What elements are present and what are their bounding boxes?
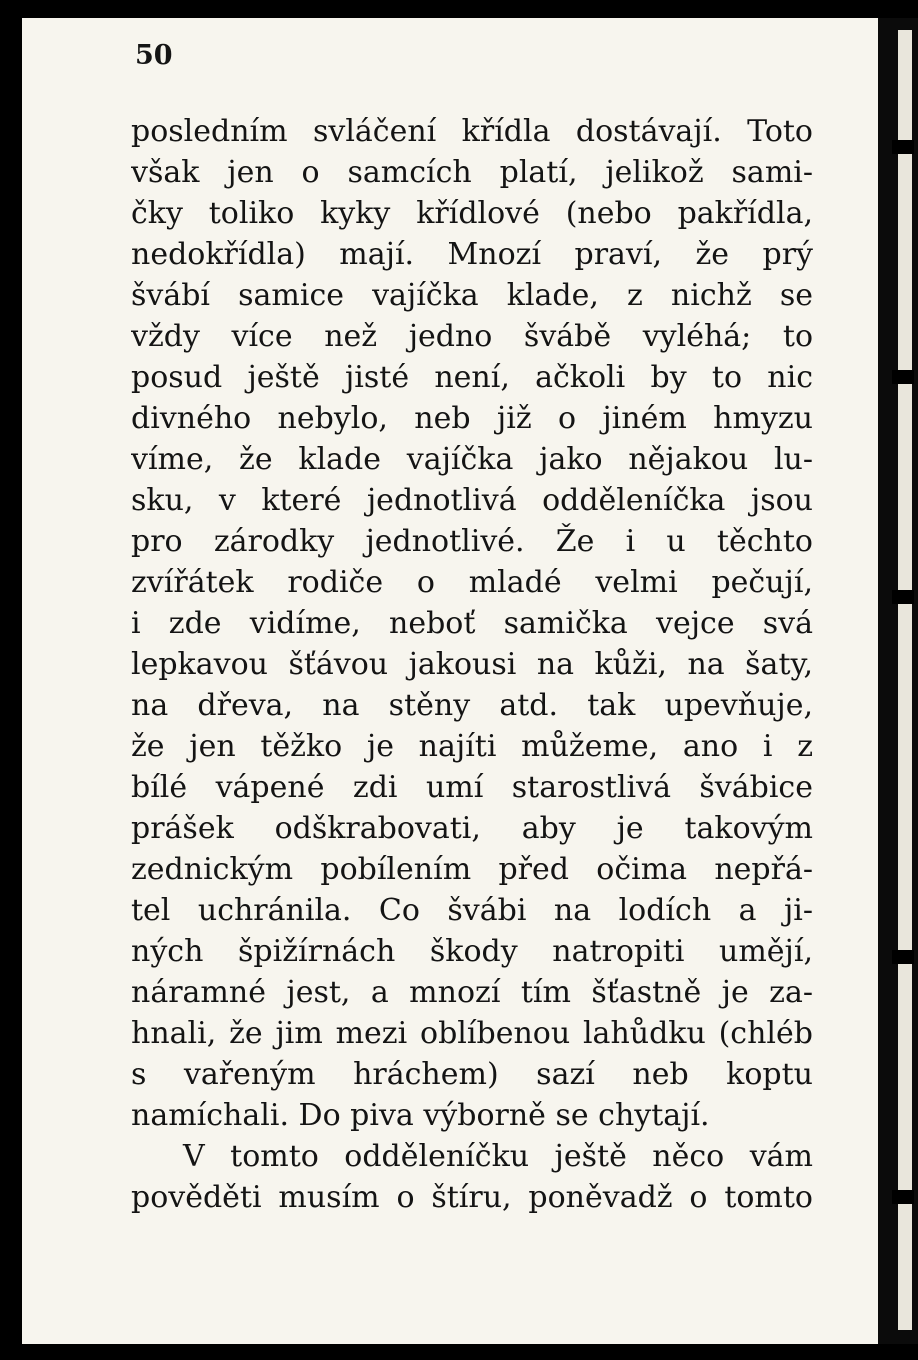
text-line: zednickým pobílením před očima nepřá- — [131, 852, 813, 887]
text-line: však jen o samcích platí, jelikož sami- — [131, 155, 813, 190]
text-line: švábí samice vajíčka klade, z nichž se — [131, 278, 813, 313]
page-number: 50 — [135, 40, 173, 71]
text-line: zvířátek rodiče o mladé velmi pečují, — [131, 565, 813, 600]
text-line: posledním svláčení křídla dostávají. Toto — [131, 114, 813, 149]
text-line: hnali, že jim mezi oblíbenou lahůdku (chléb — [131, 1016, 813, 1051]
text-line: bílé vápené zdi umí starostlivá švábice — [131, 770, 813, 805]
text-line: tel uchránila. Co švábi na lodích a ji- — [131, 893, 813, 928]
text-line: sku, v které jednotlivá odděleníčka jsou — [131, 483, 813, 518]
text-line: posud ještě jisté není, ačkoli by to nic — [131, 360, 813, 395]
text-line: náramné jest, a mnozí tím šťastně je za- — [131, 975, 813, 1010]
paragraph-first-line: V tomto odděleníčku ještě něco vám — [183, 1139, 813, 1174]
text-line: s vařeným hráchem) sazí neb koptu — [131, 1057, 813, 1092]
text-line: prášek odškrabovati, aby je takovým — [131, 811, 813, 846]
text-line: čky toliko kyky křídlové (nebo pakřídla, — [131, 196, 813, 231]
text-line: pro zárodky jednotlivé. Že i u těchto — [131, 524, 813, 559]
edge-mark — [892, 590, 914, 604]
edge-mark — [892, 950, 914, 964]
edge-mark — [892, 140, 914, 154]
text-line: pověděti musím o štíru, poněvadž o tomto — [131, 1180, 813, 1215]
text-line: ných špižírnách škody natropiti umějí, — [131, 934, 813, 969]
adjacent-page-strip — [898, 30, 912, 1330]
body-text — [131, 111, 813, 1218]
text-line: lepkavou šťávou jakousi na kůži, na šaty, — [131, 647, 813, 682]
edge-mark — [892, 1190, 914, 1204]
edge-mark — [892, 370, 914, 384]
text-line: namíchali. Do piva výborně se chytají. — [131, 1098, 710, 1133]
text-line: i zde vidíme, neboť samička vejce svá — [131, 606, 813, 641]
text-line: na dřeva, na stěny atd. tak upevňuje, — [131, 688, 813, 723]
text-line: divného nebylo, neb již o jiném hmyzu — [131, 401, 813, 436]
text-line: nedokřídla) mají. Mnozí praví, že prý — [131, 237, 813, 272]
text-line: že jen těžko je najíti můžeme, ano i z — [131, 729, 813, 764]
text-line: vždy více než jedno švábě vyléhá; to — [131, 319, 813, 354]
text-line: víme, že klade vajíčka jako nějakou lu- — [131, 442, 813, 477]
